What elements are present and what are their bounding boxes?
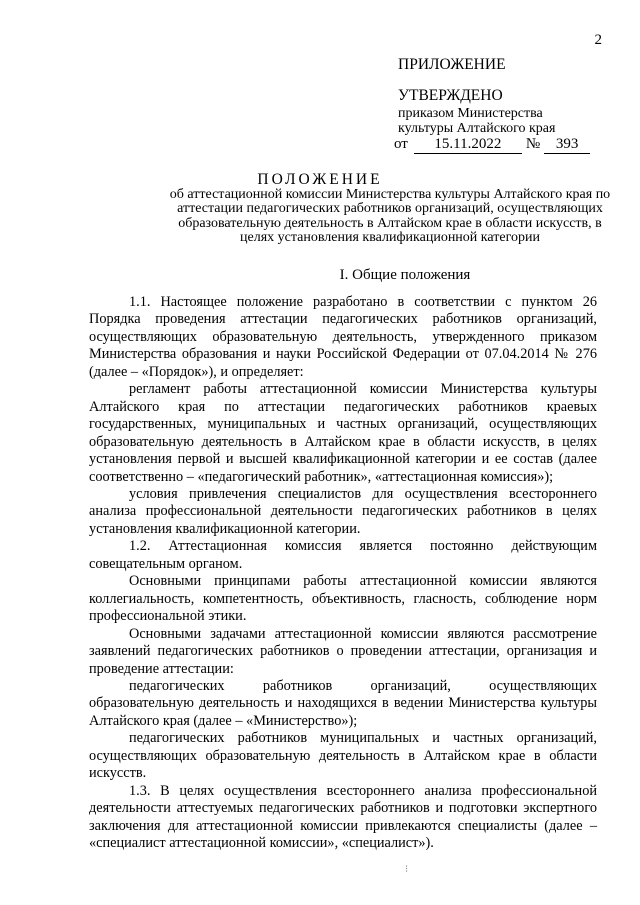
document-title: ПОЛОЖЕНИЕ (257, 171, 383, 188)
order-number: 393 (544, 136, 590, 154)
paragraph-1-1: 1.1. Настоящее положение разработано в соответствии с пунктом 26 Порядка проведения аттестации педагогических работников организаций, осуществляющих образовательную деятельность, утвержденного приказом Министерства образования и науки Российской Федерации от 07.04.2014 № 276 (далее – «Порядок»), и определяет: (89, 294, 597, 380)
approval-stamp-block (398, 55, 618, 136)
paragraph-1-2: 1.2. Аттестационная комиссия является постоянно действующим совещательным органом. (89, 538, 597, 572)
paragraph-regulation: регламент работы аттестационной комиссии Министерства культуры Алтайского края по аттестации педагогических работников краевых государственных, муниципальных и частных организаций, осуществляющих образовательную деятельность в Алтайском крае в области искусств, в целях установления первой и высшей квалификационной категории и ее состав (далее соответственно – «педагогический работник», «аттестационная комиссия»); (89, 381, 597, 485)
section-heading: I. Общие положения (339, 267, 471, 283)
order-date: 15.11.2022 (414, 136, 522, 154)
approved-by-line-2: культуры Алтайского края (398, 121, 556, 136)
page-number: 2 (594, 32, 602, 48)
paragraph-ministry-workers: педагогических работников организаций, осуществляющих образовательную деятельность и находящихся в ведении Министерства культуры Алтайского края (далее – «Министерство»); (89, 677, 597, 729)
paragraph-principles: Основными принципами работы аттестационной комиссии являются коллегиальность, компетентность, объективность, гласность, соблюдение норм профессиональной этики. (89, 573, 597, 625)
paragraph-municipal-workers: педагогических работников муниципальных и частных организаций, осуществляющих образовательную деятельность в Алтайском крае в области искусств. (89, 730, 597, 782)
paragraph-conditions: условия привлечения специалистов для осуществления всестороннего анализа профессиональной деятельности педагогических работников в целях установления квалификационной категории. (89, 485, 597, 537)
approved-label: УТВЕРЖДЕНО (398, 87, 503, 104)
number-label: № (525, 136, 541, 152)
document-body (89, 294, 597, 853)
paragraph-1-3: 1.3. В целях осуществления всестороннего анализа профессиональной деятельности аттестуемых педагогических работников и подготовки экспертного заключения для аттестационной комиссии привлекаются специалисты (далее – «специалист аттестационной комиссии», «специалист»). (89, 782, 597, 852)
appendix-label: ПРИЛОЖЕНИЕ (398, 56, 506, 73)
approved-by-line-1: приказом Министерства (398, 106, 543, 121)
paragraph-tasks: Основными задачами аттестационной комиссии являются рассмотрение заявлений педагогических работников о проведении аттестации, организация и проведение аттестации: (89, 625, 597, 677)
from-label: от (394, 136, 408, 152)
document-subtitle: об аттестационной комиссии Министерства культуры Алтайского края по аттестации педагогических работников организаций, осуществляющих образовательную деятельность в Алтайском крае в области искусств, в целях установления квалификационной категории (169, 187, 611, 245)
scan-mark: ⁝ (405, 864, 409, 875)
order-reference (394, 136, 590, 154)
